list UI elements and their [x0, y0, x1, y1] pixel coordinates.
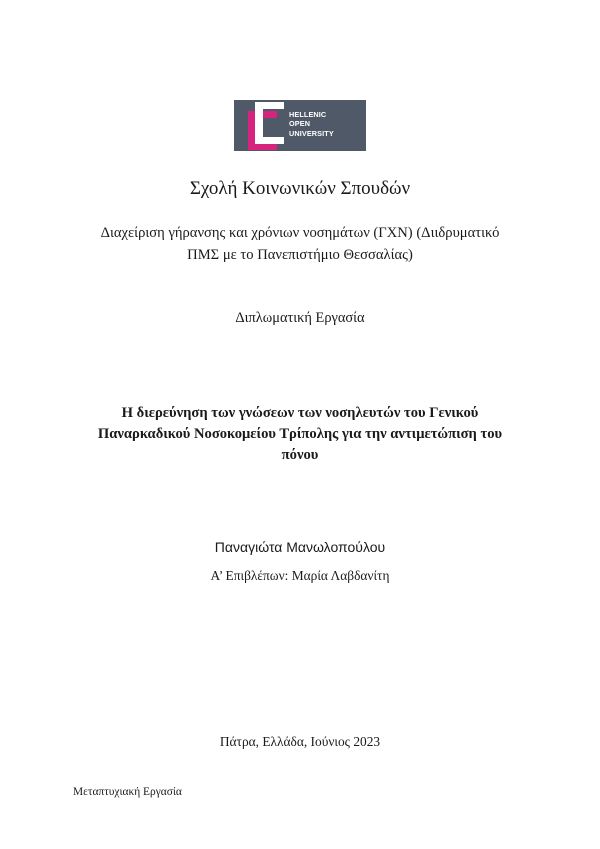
thesis-title — [40, 403, 560, 466]
title-line-3: πόνου — [281, 447, 319, 463]
school-name: Σχολή Κοινωνικών Σπουδών — [189, 178, 411, 199]
logo-wordmark — [289, 110, 334, 138]
title-line-2: Παναρκαδικού Νοσοκομείου Τρίπολης για την αντιμετώπιση του — [97, 426, 503, 442]
logo-line-2: OPEN — [289, 119, 311, 129]
program-line-2: ΠΜΣ με το Πανεπιστήμιο Θεσσαλίας) — [187, 247, 413, 263]
program-line-1: Διαχείριση γήρανσης και χρόνιων νοσημάτων (ΓΧΝ) (Διιδρυματικό — [100, 225, 500, 241]
title-line-1: Η διερεύνηση των γνώσεων των νοσηλευτών του Γενικού — [121, 405, 479, 421]
author-name: Παναγιώτα Μανωλοπούλου — [214, 539, 386, 555]
program-name — [40, 222, 560, 266]
logo-line-1: HELLENIC — [289, 110, 327, 119]
footer-label: Μεταπτυχιακή Εργασία — [73, 786, 182, 798]
university-logo — [234, 100, 366, 151]
logo-line-3: UNIVERSITY — [289, 128, 334, 138]
thesis-type: Διπλωματική Εργασία — [235, 310, 365, 326]
place-date: Πάτρα, Ελλάδα, Ιούνιος 2023 — [219, 734, 381, 749]
supervisor: Α’ Επιβλέπων: Μαρία Λαβδανίτη — [210, 568, 390, 583]
